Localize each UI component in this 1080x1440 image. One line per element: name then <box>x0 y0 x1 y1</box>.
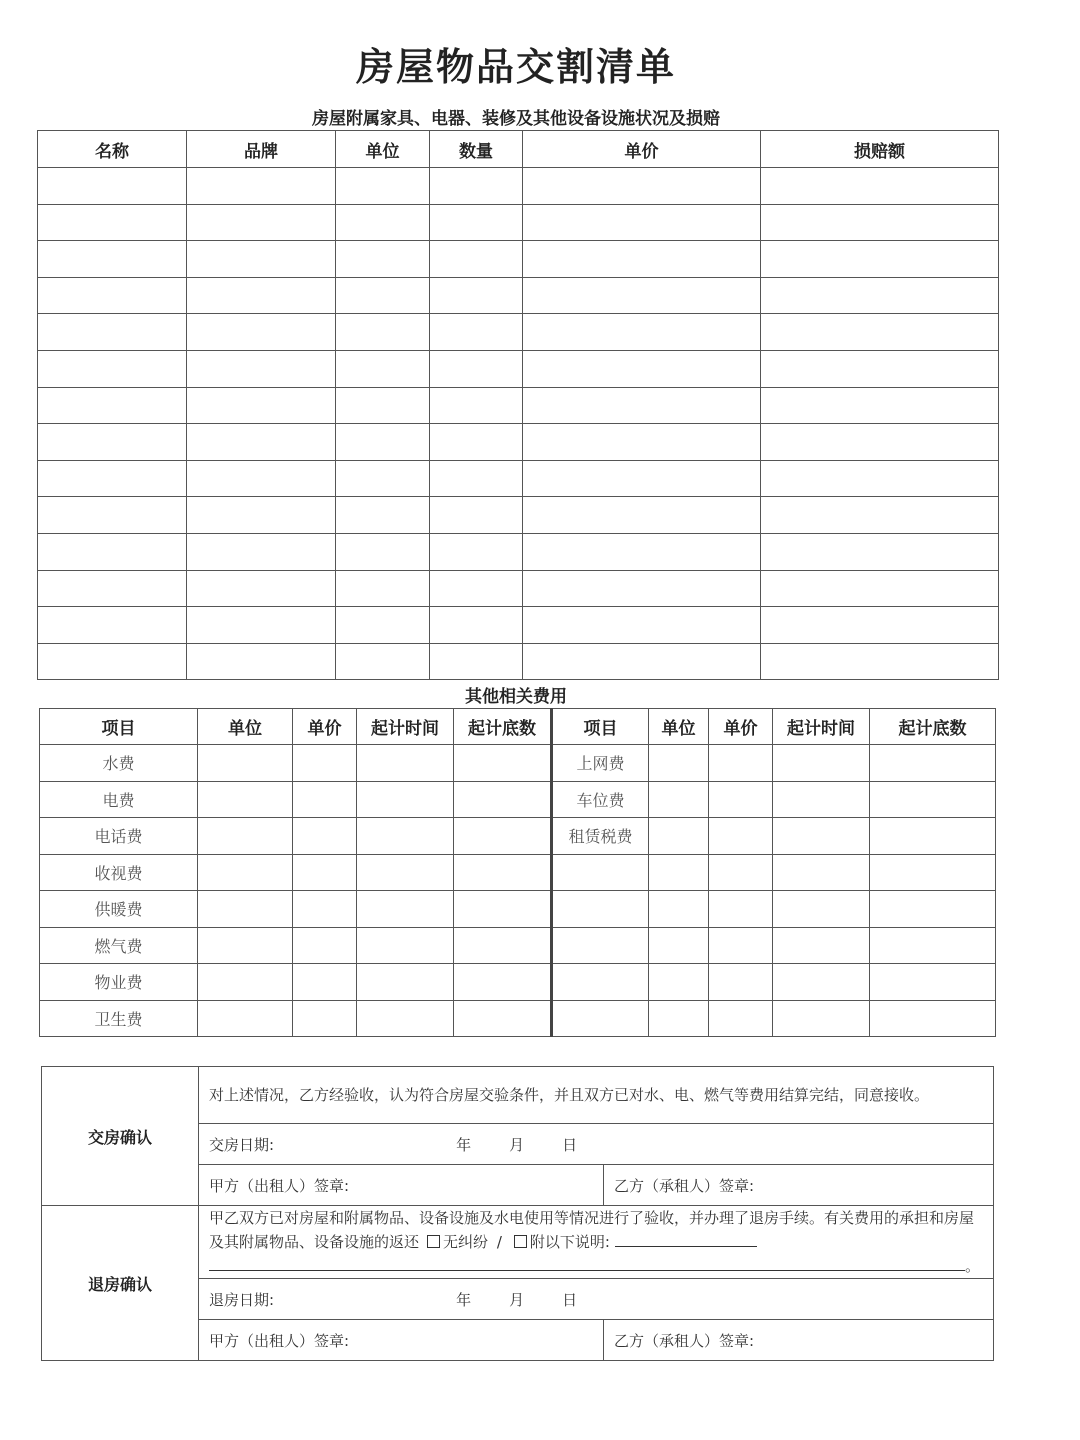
checkbox-no-dispute[interactable] <box>427 1235 440 1248</box>
empty-cell[interactable] <box>430 533 523 570</box>
empty-cell[interactable] <box>187 607 336 644</box>
empty-cell[interactable] <box>430 277 523 314</box>
empty-cell[interactable] <box>187 314 336 351</box>
checkout-date-row <box>199 1279 994 1320</box>
empty-cell[interactable] <box>430 424 523 461</box>
empty-cell[interactable] <box>293 781 357 818</box>
year-label: 年 <box>456 1135 472 1154</box>
empty-cell[interactable] <box>523 350 761 387</box>
empty-cell[interactable] <box>761 168 999 205</box>
empty-cell[interactable] <box>523 570 761 607</box>
empty-cell[interactable] <box>38 277 187 314</box>
fee-item-label: 供暖费 <box>40 891 198 928</box>
table-row <box>40 745 996 782</box>
empty-cell[interactable] <box>336 424 430 461</box>
fee-item-label: 燃气费 <box>40 927 198 964</box>
empty-cell[interactable] <box>38 314 187 351</box>
empty-cell[interactable] <box>761 350 999 387</box>
table-row <box>38 570 999 607</box>
empty-cell[interactable] <box>336 168 430 205</box>
empty-cell[interactable] <box>336 460 430 497</box>
empty-cell[interactable] <box>293 927 357 964</box>
table-row <box>38 497 999 534</box>
confirmation-table <box>41 1066 994 1361</box>
empty-cell[interactable] <box>430 607 523 644</box>
empty-cell[interactable] <box>357 818 454 855</box>
empty-cell[interactable] <box>761 643 999 680</box>
empty-cell[interactable] <box>187 387 336 424</box>
empty-cell[interactable] <box>38 387 187 424</box>
empty-cell[interactable] <box>649 818 709 855</box>
fee-item-label: 电费 <box>40 781 198 818</box>
period-mark: 。 <box>965 1257 981 1275</box>
empty-cell[interactable] <box>870 927 996 964</box>
empty-cell[interactable] <box>649 1000 709 1037</box>
empty-cell[interactable] <box>552 891 649 928</box>
empty-cell[interactable] <box>649 854 709 891</box>
month-label: 月 <box>509 1290 525 1309</box>
table-row <box>38 387 999 424</box>
empty-cell[interactable] <box>454 854 552 891</box>
fee-item-label: 收视费 <box>40 854 198 891</box>
empty-cell[interactable] <box>336 277 430 314</box>
empty-cell[interactable] <box>773 745 870 782</box>
fee-item-label: 卫生费 <box>40 1000 198 1037</box>
table-row <box>38 241 999 278</box>
empty-cell[interactable] <box>38 497 187 534</box>
empty-cell[interactable] <box>761 570 999 607</box>
checkout-date-label: 退房日期: <box>209 1290 275 1309</box>
empty-cell[interactable] <box>430 387 523 424</box>
empty-cell[interactable] <box>761 424 999 461</box>
col-header-quantity: 数量 <box>430 131 523 168</box>
empty-cell[interactable] <box>773 891 870 928</box>
empty-cell[interactable] <box>761 533 999 570</box>
checkbox-note[interactable] <box>514 1235 527 1248</box>
year-label: 年 <box>456 1290 472 1309</box>
empty-cell[interactable] <box>198 745 293 782</box>
empty-cell[interactable] <box>523 168 761 205</box>
empty-cell[interactable] <box>709 745 773 782</box>
empty-cell[interactable] <box>293 818 357 855</box>
table-row <box>40 964 996 1001</box>
empty-cell[interactable] <box>187 570 336 607</box>
empty-cell[interactable] <box>870 891 996 928</box>
empty-cell[interactable] <box>336 607 430 644</box>
empty-cell[interactable] <box>336 204 430 241</box>
items-table-header <box>38 131 999 168</box>
empty-cell[interactable] <box>773 781 870 818</box>
empty-cell[interactable] <box>187 643 336 680</box>
empty-cell[interactable] <box>293 745 357 782</box>
empty-cell[interactable] <box>709 964 773 1001</box>
fee-item-label: 电话费 <box>40 818 198 855</box>
empty-cell[interactable] <box>38 424 187 461</box>
empty-cell[interactable] <box>709 1000 773 1037</box>
empty-cell[interactable] <box>430 168 523 205</box>
checkout-party-a-signature: 甲方（出租人）签章: <box>199 1320 604 1361</box>
empty-cell[interactable] <box>523 314 761 351</box>
fees-table <box>39 708 996 1037</box>
empty-cell[interactable] <box>709 854 773 891</box>
fees-table-header <box>40 709 996 745</box>
empty-cell[interactable] <box>336 387 430 424</box>
table-row <box>38 168 999 205</box>
col-header-start-reading: 起计底数 <box>870 709 996 745</box>
empty-cell[interactable] <box>198 964 293 1001</box>
empty-cell[interactable] <box>870 818 996 855</box>
empty-cell[interactable] <box>523 533 761 570</box>
empty-cell[interactable] <box>293 854 357 891</box>
table-row <box>38 643 999 680</box>
empty-cell[interactable] <box>552 854 649 891</box>
empty-cell[interactable] <box>187 241 336 278</box>
option-no-dispute: 无纠纷 <box>443 1233 489 1251</box>
table-row <box>38 424 999 461</box>
page-title: 房屋物品交割清单 <box>355 44 676 89</box>
empty-cell[interactable] <box>38 241 187 278</box>
empty-cell[interactable] <box>357 1000 454 1037</box>
col-header-compensation: 损赔额 <box>761 131 999 168</box>
empty-cell[interactable] <box>293 964 357 1001</box>
col-header-unit: 单位 <box>336 131 430 168</box>
empty-cell[interactable] <box>454 745 552 782</box>
table-row <box>40 891 996 928</box>
table-row <box>38 314 999 351</box>
section1-subtitle: 房屋附属家具、电器、装修及其他设备设施状况及损赔 <box>312 109 720 129</box>
section2-subtitle: 其他相关费用 <box>465 687 567 707</box>
empty-cell[interactable] <box>198 781 293 818</box>
empty-cell[interactable] <box>187 497 336 534</box>
empty-cell[interactable] <box>430 570 523 607</box>
empty-cell[interactable] <box>454 891 552 928</box>
empty-cell[interactable] <box>430 460 523 497</box>
fee-item-label: 租赁税费 <box>552 818 649 855</box>
empty-cell[interactable] <box>357 927 454 964</box>
empty-cell[interactable] <box>761 277 999 314</box>
empty-cell[interactable] <box>430 314 523 351</box>
empty-cell[interactable] <box>523 424 761 461</box>
table-row <box>40 1000 996 1037</box>
fee-item-label: 物业费 <box>40 964 198 1001</box>
day-label: 日 <box>562 1135 578 1154</box>
note-blank-line[interactable] <box>615 1246 757 1247</box>
col-header-start-time: 起计时间 <box>773 709 870 745</box>
empty-cell[interactable] <box>430 350 523 387</box>
empty-cell[interactable] <box>454 781 552 818</box>
empty-cell[interactable] <box>336 533 430 570</box>
table-row <box>38 204 999 241</box>
empty-cell[interactable] <box>552 964 649 1001</box>
empty-cell[interactable] <box>523 607 761 644</box>
empty-cell[interactable] <box>187 168 336 205</box>
empty-cell[interactable] <box>761 460 999 497</box>
empty-cell[interactable] <box>38 533 187 570</box>
empty-cell[interactable] <box>870 964 996 1001</box>
col-header-name: 名称 <box>38 131 187 168</box>
empty-cell[interactable] <box>187 277 336 314</box>
empty-cell[interactable] <box>523 387 761 424</box>
empty-cell[interactable] <box>761 497 999 534</box>
items-table <box>37 130 999 680</box>
empty-cell[interactable] <box>38 570 187 607</box>
empty-cell[interactable] <box>870 745 996 782</box>
empty-cell[interactable] <box>709 818 773 855</box>
table-row <box>38 607 999 644</box>
month-label: 月 <box>509 1135 525 1154</box>
empty-cell[interactable] <box>357 891 454 928</box>
empty-cell[interactable] <box>552 927 649 964</box>
table-row <box>40 818 996 855</box>
empty-cell[interactable] <box>198 854 293 891</box>
table-row <box>40 854 996 891</box>
table-row <box>40 781 996 818</box>
empty-cell[interactable] <box>870 1000 996 1037</box>
option-note: 附以下说明: <box>529 1233 610 1251</box>
col-header-item: 项目 <box>40 709 198 745</box>
empty-cell[interactable] <box>649 781 709 818</box>
table-row <box>38 533 999 570</box>
handover-date-row <box>199 1124 994 1165</box>
handover-statement: 对上述情况，乙方经验收，认为符合房屋交验条件，并且双方已对水、电、燃气等费用结算完结，同意接收。 <box>199 1067 994 1124</box>
empty-cell[interactable] <box>761 314 999 351</box>
empty-cell[interactable] <box>454 927 552 964</box>
empty-cell[interactable] <box>761 241 999 278</box>
day-label: 日 <box>562 1290 578 1309</box>
checkout-party-b-signature: 乙方（承租人）签章: <box>604 1320 994 1361</box>
empty-cell[interactable] <box>187 424 336 461</box>
empty-cell[interactable] <box>187 460 336 497</box>
empty-cell[interactable] <box>649 745 709 782</box>
empty-cell[interactable] <box>523 277 761 314</box>
empty-cell[interactable] <box>523 643 761 680</box>
empty-cell[interactable] <box>523 204 761 241</box>
empty-cell[interactable] <box>709 891 773 928</box>
empty-cell[interactable] <box>357 964 454 1001</box>
empty-cell[interactable] <box>336 350 430 387</box>
empty-cell[interactable] <box>870 781 996 818</box>
empty-cell[interactable] <box>38 168 187 205</box>
empty-cell[interactable] <box>357 854 454 891</box>
col-header-unit-price: 单价 <box>523 131 761 168</box>
empty-cell[interactable] <box>523 497 761 534</box>
col-header-unit-price: 单价 <box>709 709 773 745</box>
empty-cell[interactable] <box>430 241 523 278</box>
col-header-unit: 单位 <box>649 709 709 745</box>
empty-cell[interactable] <box>357 781 454 818</box>
empty-cell[interactable] <box>187 533 336 570</box>
table-row <box>40 927 996 964</box>
empty-cell[interactable] <box>38 350 187 387</box>
empty-cell[interactable] <box>38 607 187 644</box>
empty-cell[interactable] <box>357 745 454 782</box>
empty-cell[interactable] <box>336 570 430 607</box>
note-blank-line-2[interactable] <box>209 1270 965 1271</box>
empty-cell[interactable] <box>198 818 293 855</box>
empty-cell[interactable] <box>761 607 999 644</box>
col-header-unit: 单位 <box>198 709 293 745</box>
empty-cell[interactable] <box>38 460 187 497</box>
empty-cell[interactable] <box>293 891 357 928</box>
empty-cell[interactable] <box>523 460 761 497</box>
table-row <box>38 350 999 387</box>
empty-cell[interactable] <box>187 350 336 387</box>
empty-cell[interactable] <box>773 927 870 964</box>
empty-cell[interactable] <box>198 891 293 928</box>
empty-cell[interactable] <box>198 1000 293 1037</box>
table-row <box>38 460 999 497</box>
empty-cell[interactable] <box>552 1000 649 1037</box>
empty-cell[interactable] <box>187 204 336 241</box>
col-header-brand: 品牌 <box>187 131 336 168</box>
empty-cell[interactable] <box>649 964 709 1001</box>
empty-cell[interactable] <box>38 204 187 241</box>
empty-cell[interactable] <box>709 927 773 964</box>
checkout-statement-cell <box>199 1206 994 1279</box>
handover-label: 交房确认 <box>42 1067 199 1206</box>
empty-cell[interactable] <box>523 241 761 278</box>
empty-cell[interactable] <box>38 643 187 680</box>
empty-cell[interactable] <box>773 1000 870 1037</box>
empty-cell[interactable] <box>773 854 870 891</box>
fee-item-label: 车位费 <box>552 781 649 818</box>
empty-cell[interactable] <box>430 204 523 241</box>
empty-cell[interactable] <box>709 781 773 818</box>
empty-cell[interactable] <box>430 643 523 680</box>
checkout-statement: 甲乙双方已对房屋和附属物品、设备设施及水电使用等情况进行了验收，并办理了退房手续。有关费用的承担和房屋及其附属物品、设备设施的返还 <box>209 1209 975 1251</box>
empty-cell[interactable] <box>430 497 523 534</box>
empty-cell[interactable] <box>454 964 552 1001</box>
handover-party-a-signature: 甲方（出租人）签章: <box>199 1165 604 1206</box>
fee-item-label: 水费 <box>40 745 198 782</box>
fee-item-label: 上网费 <box>552 745 649 782</box>
empty-cell[interactable] <box>773 964 870 1001</box>
checkout-label: 退房确认 <box>42 1206 199 1361</box>
option-separator: / <box>496 1233 502 1251</box>
empty-cell[interactable] <box>870 854 996 891</box>
empty-cell[interactable] <box>336 241 430 278</box>
handover-party-b-signature: 乙方（承租人）签章: <box>604 1165 994 1206</box>
empty-cell[interactable] <box>293 1000 357 1037</box>
col-header-start-time: 起计时间 <box>357 709 454 745</box>
empty-cell[interactable] <box>336 314 430 351</box>
col-header-unit-price: 单价 <box>293 709 357 745</box>
empty-cell[interactable] <box>336 643 430 680</box>
empty-cell[interactable] <box>773 818 870 855</box>
empty-cell[interactable] <box>336 497 430 534</box>
table-row <box>38 277 999 314</box>
empty-cell[interactable] <box>198 927 293 964</box>
empty-cell[interactable] <box>454 818 552 855</box>
empty-cell[interactable] <box>454 1000 552 1037</box>
col-header-start-reading: 起计底数 <box>454 709 552 745</box>
empty-cell[interactable] <box>649 891 709 928</box>
empty-cell[interactable] <box>649 927 709 964</box>
handover-date-label: 交房日期: <box>209 1135 275 1154</box>
empty-cell[interactable] <box>761 387 999 424</box>
empty-cell[interactable] <box>761 204 999 241</box>
col-header-item: 项目 <box>552 709 649 745</box>
